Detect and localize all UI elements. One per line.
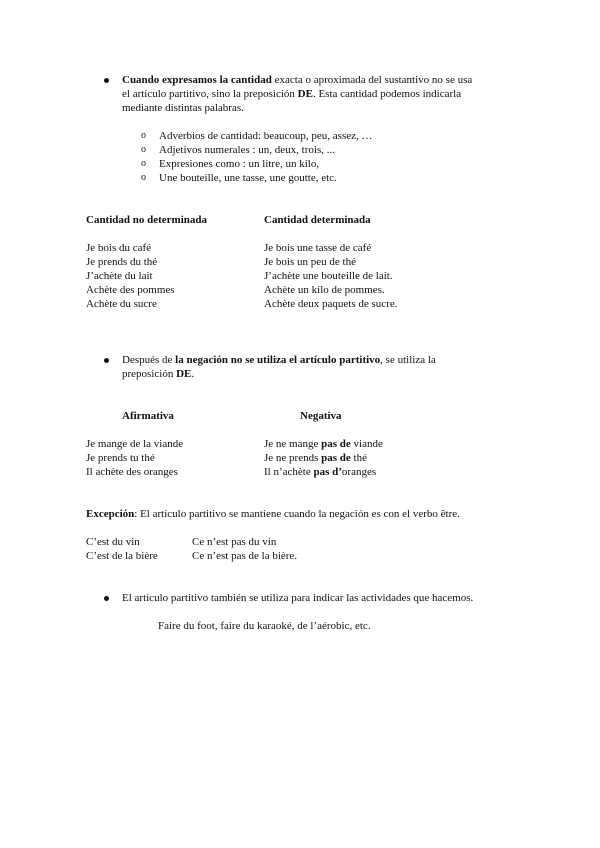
exception-line bbox=[86, 507, 460, 521]
section2-line2 bbox=[122, 367, 194, 381]
table-cell bbox=[264, 465, 376, 479]
col-header-negative: Negativa bbox=[300, 410, 342, 422]
section1-line1-rest: exacta o aproximada del sustantivo no se usa bbox=[271, 74, 473, 86]
exception-affirm: C’est de la bière bbox=[86, 550, 158, 562]
neg-bold: pas d’ bbox=[313, 466, 342, 478]
section3-text: El artículo partitivo también se utiliza para indicar las actividades que hacemos. bbox=[122, 592, 474, 604]
table-cell bbox=[264, 437, 383, 451]
section1-line3: mediante distintas palabras. bbox=[122, 102, 244, 114]
subitem: Adverbios de cantidad: beaucoup, peu, assez, … bbox=[159, 130, 373, 142]
table-cell: Achète du sucre bbox=[86, 298, 157, 310]
bullet-icon bbox=[104, 358, 109, 363]
neg-pre: Il n’achète bbox=[264, 466, 314, 478]
table-cell: Achète un kilo de pommes. bbox=[264, 284, 385, 296]
exception-neg: Ce n’est pas du vin bbox=[192, 536, 277, 548]
table-cell: Achète deux paquets de sucre. bbox=[264, 298, 398, 310]
col-header-indeterminate: Cantidad no determinada bbox=[86, 214, 208, 226]
circle-bullet-icon: o bbox=[141, 172, 146, 183]
circle-bullet-icon: o bbox=[141, 144, 146, 155]
section1-line2-pre: el artículo partitivo, sino la preposición bbox=[122, 88, 298, 100]
exception-text: : El artículo partitivo se mantiene cuando la negación es con el verbo être. bbox=[134, 508, 460, 520]
neg-pre: Je ne mange bbox=[264, 438, 322, 450]
section2-line1-post: , se utiliza la bbox=[380, 354, 436, 366]
section1-line2 bbox=[122, 87, 461, 101]
neg-post: viande bbox=[350, 438, 383, 450]
section2-line1 bbox=[122, 353, 436, 367]
section2-line2-bold: DE bbox=[176, 368, 192, 380]
section1-line1-bold: Cuando expresamos la cantidad bbox=[122, 74, 272, 86]
section2-line2-pre: preposición bbox=[122, 368, 177, 380]
neg-bold: pas de bbox=[321, 452, 351, 464]
table-cell: Je bois du café bbox=[86, 242, 152, 254]
subitem: Expresiones como : un litre, un kilo, bbox=[159, 158, 320, 170]
table-cell bbox=[264, 451, 367, 465]
exception-label: Excepción bbox=[86, 508, 135, 520]
table-cell: Je mange de la viande bbox=[86, 438, 184, 450]
exception-neg: Ce n’est pas de la bière. bbox=[192, 550, 298, 562]
col-header-determinate: Cantidad determinada bbox=[264, 214, 371, 226]
table-cell: Il achète des oranges bbox=[86, 466, 178, 478]
section2-line1-pre: Después de bbox=[122, 354, 176, 366]
section1-line2-bold: DE bbox=[297, 88, 313, 100]
section1-line2-post: . Esta cantidad podemos indicarla bbox=[312, 88, 462, 100]
circle-bullet-icon: o bbox=[141, 158, 146, 169]
table-cell: Je bois un peu de thé bbox=[264, 256, 356, 268]
section3-example: Faire du foot, faire du karaoké, de l’aérobic, etc. bbox=[158, 620, 371, 632]
section2-line2-post: . bbox=[191, 368, 195, 380]
bullet-icon bbox=[104, 596, 109, 601]
table-cell: Je prends du thé bbox=[86, 256, 158, 268]
table-cell: J’achète du lait bbox=[86, 270, 153, 282]
section2-line1-bold: la negación no se utiliza el artículo partitivo bbox=[175, 354, 381, 366]
exception-affirm: C’est du vin bbox=[86, 536, 140, 548]
circle-bullet-icon: o bbox=[141, 130, 146, 141]
neg-post: thé bbox=[350, 452, 367, 464]
neg-pre: Je ne prends bbox=[264, 452, 322, 464]
neg-bold: pas de bbox=[321, 438, 351, 450]
subitem: Adjetivos numerales : un, deux, trois, ... bbox=[159, 144, 335, 156]
subitem: Une bouteille, une tasse, une goutte, etc. bbox=[159, 172, 337, 184]
section1-line1 bbox=[122, 73, 472, 87]
neg-post: oranges bbox=[341, 466, 377, 478]
table-cell: Je prends tu thé bbox=[86, 452, 155, 464]
table-cell: J’achète une bouteille de lait. bbox=[264, 270, 393, 282]
table-cell: Je bois une tasse de café bbox=[264, 242, 372, 254]
bullet-icon bbox=[104, 78, 109, 83]
col-header-affirmative: Afirmativa bbox=[122, 410, 174, 422]
table-cell: Achète des pommes bbox=[86, 284, 175, 296]
